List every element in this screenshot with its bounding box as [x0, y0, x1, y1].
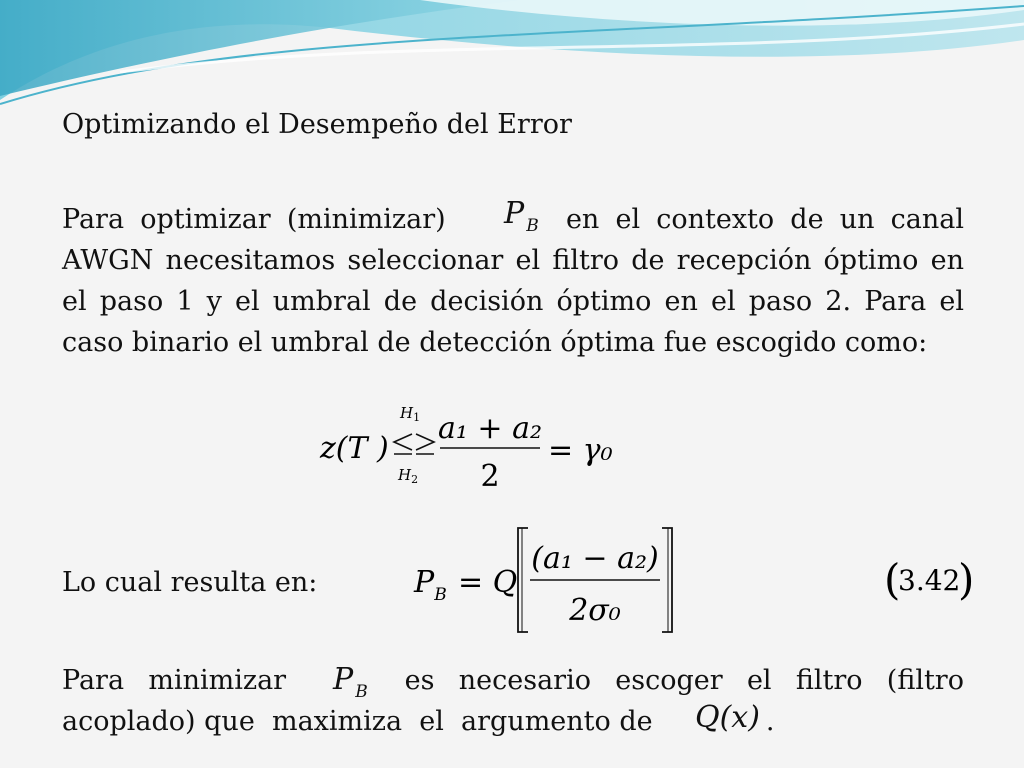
eq1-h2-letter: H: [398, 466, 412, 484]
pb-subscript: B: [526, 216, 539, 236]
eq2-lhs: [413, 565, 447, 605]
p3-w2: minimizar: [148, 665, 287, 696]
equation-number: 3.42: [898, 564, 961, 597]
eq2-lhs-letter: P: [414, 565, 435, 600]
left-bracket: [518, 528, 528, 632]
pb-letter: P: [504, 196, 525, 231]
result-label: Lo cual resulta en:: [62, 567, 318, 598]
eq1-lhs: z(T ): [320, 431, 389, 466]
eq1-h1-sub: 1: [413, 411, 421, 424]
para1-before: Para optimizar (minimizar): [62, 204, 446, 235]
eq2-lhs-sub: B: [434, 585, 447, 605]
eq1-denominator: 2: [480, 459, 500, 494]
inline-pb-symbol-2: [333, 662, 368, 702]
eq1-h1-letter: H: [400, 404, 414, 422]
right-bracket: [662, 528, 672, 632]
eq1-rhs: = γ₀: [548, 433, 613, 468]
p3-w1: Para: [62, 665, 125, 696]
pb-letter-2: P: [333, 662, 354, 697]
paragraph-conclusion: [62, 660, 964, 742]
p3-w7: filtro: [795, 665, 863, 696]
p3-w5: escoger: [615, 665, 723, 696]
p3-w6: el: [746, 665, 772, 696]
eq2-numerator: (a₁ − a₂): [531, 541, 659, 576]
p3-w3: es: [404, 665, 435, 696]
eq2-equals-q: = Q: [458, 565, 518, 600]
eq1-numerator: a₁ + a₂: [437, 411, 543, 446]
conclusion-line-2: [62, 701, 964, 742]
eq-number-open-paren: (: [884, 555, 901, 604]
para1-after: en el contexto de un canal AWGN necesitamos seleccionar el filtro de recepción óptimo en el paso 1 y el umbral de decisión óptimo en el paso 2. Para el caso binario el umbral de detección óptima fue escogido como:: [62, 204, 964, 358]
pb-subscript-2: B: [355, 682, 368, 702]
inline-q-function: Q(x): [695, 700, 760, 735]
eq1-h2-sub: 2: [411, 473, 419, 486]
conclusion-line-1: [62, 660, 964, 701]
eq-number-close-paren: ): [958, 555, 975, 604]
p3-line2-after: .: [765, 706, 775, 737]
p3-w4: necesario: [458, 665, 591, 696]
eq2-denominator: 2σ₀: [569, 593, 621, 628]
slide-title: Optimizando el Desempeño del Error: [62, 109, 572, 140]
p3-w8: (filtro: [886, 665, 964, 696]
p3-line2-before: acoplado) que maximiza el argumento de: [62, 706, 653, 737]
